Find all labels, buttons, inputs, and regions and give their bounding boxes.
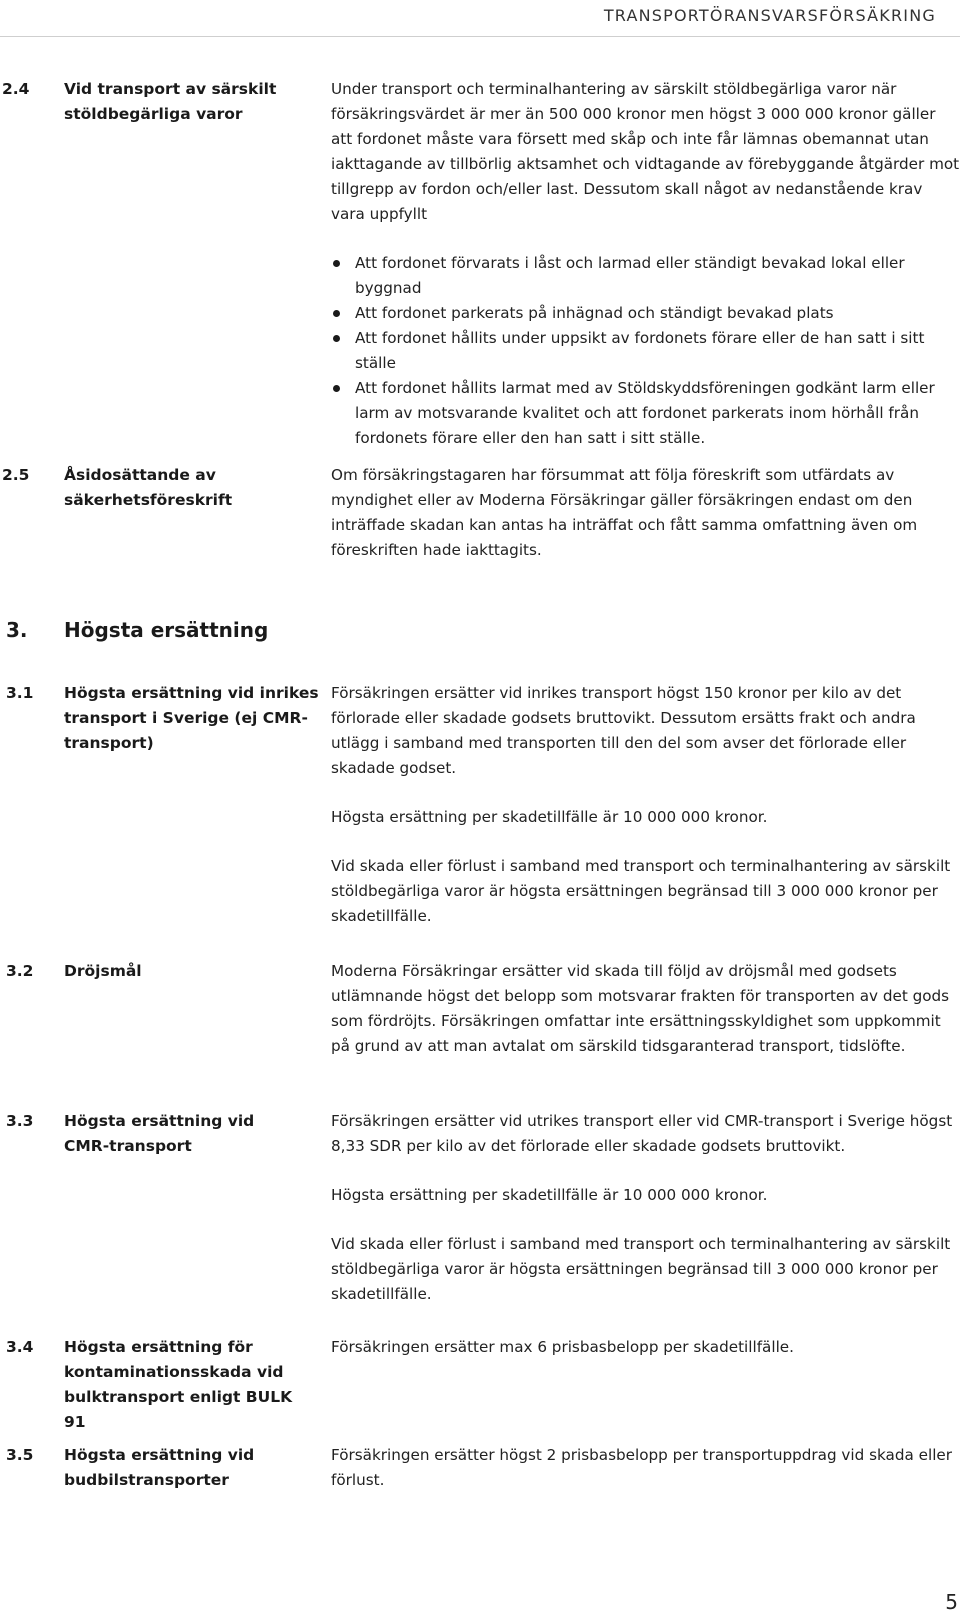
section-body: [331, 959, 960, 1059]
document-title: TRANSPORTÖRANSVARSFÖRSÄKRING: [603, 6, 936, 25]
section-number: 3.2: [6, 962, 34, 980]
section-number: 2.4: [2, 80, 30, 98]
section-title: Dröjsmål: [64, 962, 142, 980]
section-body: [331, 1109, 960, 1307]
list-item: Att fordonet parkerats på inhägnad och ständigt bevakad plats: [331, 301, 960, 326]
list-item: Att fordonet förvarats i låst och larmad eller ständigt bevakad lokal eller byggnad: [331, 251, 960, 301]
paragraph: Försäkringen ersätter max 6 prisbasbelopp per skadetillfälle.: [331, 1338, 794, 1356]
section-number: 3.1: [6, 684, 34, 702]
requirements-list: [331, 251, 960, 451]
list-item: Att fordonet hållits under uppsikt av fordonets förare eller de han satt i sitt ställe: [331, 326, 960, 376]
paragraph: Försäkringen ersätter vid utrikes transport eller vid CMR-transport i Sverige högst 8,33 SDR per kilo av det förlorade eller skadade godsets bruttovikt.: [331, 1112, 953, 1155]
paragraph: Moderna Försäkringar ersätter vid skada till följd av dröjsmål med godsets utlämnande högst det belopp som motsvarar frakten för transporten av det gods som fördröjts. Försäkringen omfattar inte ersättningsskyldighet som uppkommit på grund av att man avtalat om särskild tidsgaranterad transport, tidslöfte.: [331, 962, 950, 1055]
page-number: [0, 1590, 960, 1614]
chapter-number: 3.: [6, 618, 28, 642]
section-body: [331, 1335, 960, 1360]
list-item: Att fordonet hållits larmat med av Stöldskyddsföreningen godkänt larm eller larm av motsvarande kvalitet och att fordonet parkerats inom hörhåll från fordonets förare eller den han satt i sitt ställe.: [331, 376, 960, 451]
section-body: [331, 681, 960, 929]
section-number: 2.5: [2, 466, 30, 484]
section-body: [331, 1443, 960, 1493]
section-body: [331, 77, 960, 451]
page-number-label: 5: [945, 1590, 958, 1614]
section-number: 3.4: [6, 1338, 34, 1356]
paragraph: Under transport och terminalhantering av särskilt stöldbegärliga varor när försäkringsvärdet är mer än 500 000 kronor men högst 3 000 000 kronor gäller att fordonet måste vara försett med skåp och inte får lämnas obemannat utan iakttagande av tillbörlig aktsamhet och vidtagande av förebyggande åtgärder mot tillgrepp av fordon och/eller last. Dessutom skall något av nedanstående krav vara uppfyllt: [331, 80, 960, 223]
page-header: [0, 0, 960, 37]
paragraph: Vid skada eller förlust i samband med transport och terminalhantering av särskilt stöldbegärliga varor är högsta ersättningen begränsad till 3 000 000 kronor per skadetillfälle.: [331, 857, 951, 925]
paragraph: Försäkringen ersätter vid inrikes transport högst 150 kronor per kilo av det förlorade eller skadade godsets bruttovikt. Dessutom ersätts frakt och andra utlägg i samband med transporten till den del som avser det förlorade eller skadade godset.: [331, 684, 916, 777]
paragraph: Om försäkringstagaren har försummat att följa föreskrift som utfärdats av myndighet eller av Moderna Försäkringar gäller försäkringen endast om den inträffade skadan kan antas ha inträffat och fått samma omfattning även om föreskriften hade iakttagits.: [331, 466, 918, 559]
paragraph: Försäkringen ersätter högst 2 prisbasbelopp per transportuppdrag vid skada eller förlust.: [331, 1446, 952, 1489]
paragraph: Högsta ersättning per skadetillfälle är 10 000 000 kronor.: [331, 1186, 768, 1204]
section-title: Högsta ersättning vid budbilstransporter: [64, 1446, 255, 1489]
section-title: Högsta ersättning vid CMR-transport: [64, 1112, 255, 1155]
section-title: Högsta ersättning för kontaminationsskada vid bulktransport enligt BULK 91: [64, 1338, 293, 1431]
section-title: Åsidosättande av säkerhetsföreskrift: [64, 466, 233, 509]
section-title: Högsta ersättning vid inrikes transport i Sverige (ej CMR-transport): [64, 684, 319, 752]
paragraph: Högsta ersättning per skadetillfälle är 10 000 000 kronor.: [331, 808, 768, 826]
section-body: [331, 463, 960, 563]
section-title: Vid transport av särskilt stöldbegärliga varor: [64, 80, 277, 123]
chapter-title: Högsta ersättning: [64, 618, 269, 642]
section-number: 3.3: [6, 1112, 34, 1130]
paragraph: Vid skada eller förlust i samband med transport och terminalhantering av särskilt stöldbegärliga varor är högsta ersättningen begränsad till 3 000 000 kronor per skadetillfälle.: [331, 1235, 951, 1303]
section-number: 3.5: [6, 1446, 34, 1464]
